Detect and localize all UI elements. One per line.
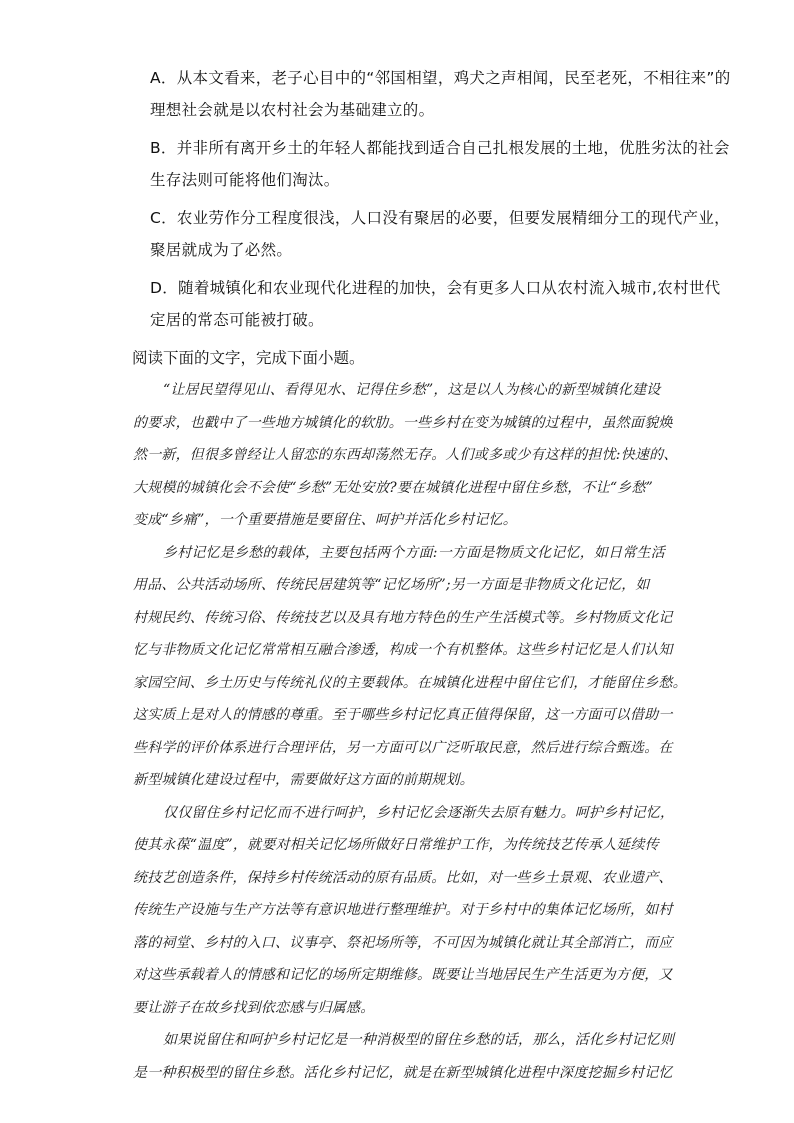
- passage-line: 乡村记忆是乡愁的载体，主要包括两个方面:一方面是物质文化记忆，如日常生活: [163, 544, 665, 561]
- passage-line: 使其永葆“温度”，就要对相关记忆场所做好日常维护工作，为传统技艺传承人延续传: [133, 837, 659, 853]
- passage-line: 对这些承载着人的情感和记忆的场所定期维修。既要让当地居民生产生活更为方便，又: [133, 967, 673, 983]
- paragraph-4: [133, 1024, 673, 1089]
- passage-line: 然一新，但很多曾经让人留恋的东西却荡然无存。人们或多或少有这样的担忧:快速的、: [133, 447, 678, 463]
- passage-line: 忆与非物质文化记忆常常相互融合渗透，构成一个有机整体。这些乡村记忆是人们认知: [133, 642, 673, 658]
- paragraph-3: [133, 797, 673, 1025]
- option-line: D．随着城镇化和农业现代化进程的加快，会有更多人口从农村流入城市,农村世代: [150, 279, 721, 297]
- reading-instruction: 阅读下面的文字，完成下面小题。: [132, 349, 365, 367]
- passage-line: 传统生产设施与生产方法等有意识地进行整理维护。对于乡村中的集体记忆场所，如村: [133, 902, 673, 918]
- passage-line: 的要求，也戳中了一些地方城镇化的软肋。一些乡村在变为城镇的过程中，虽然面貌焕: [133, 414, 673, 431]
- passage-line: 统技艺创造条件，保持乡村传统活动的原有品质。比如，对一些乡土景观、农业遗产、: [133, 869, 673, 886]
- reading-passage: [133, 374, 687, 1089]
- option-line: 定居的常态可能被打破。: [150, 311, 324, 329]
- passage-line: 用品、公共活动场所、传统民居建筑等“记忆场所”;另一方面是非物质文化记忆，如: [133, 577, 650, 593]
- passage-line: 落的祠堂、乡村的入口、议事亭、祭祀场所等，不可因为城镇化就让其全部消亡，而应: [133, 934, 673, 951]
- passage-line: 大规模的城镇化会不会使“乡愁”无处安放?要在城镇化进程中留住乡愁，不让“乡愁”: [133, 479, 653, 496]
- passage-line: 如果说留住和呵护乡村记忆是一种消极型的留住乡愁的话，那么，活化乡村记忆则: [163, 1032, 675, 1048]
- option-line: A．从本文看来，老子心目中的“邻国相望，鸡犬之声相闻，民至老死，不相往来”的: [150, 69, 731, 87]
- option-line: 聚居就成为了必然。: [150, 241, 293, 259]
- option-b: [150, 132, 730, 196]
- passage-line: 要让游子在故乡找到依恋感与归属感。: [133, 999, 375, 1016]
- option-line: 生存法则可能将他们淘汰。: [150, 171, 340, 189]
- option-line: 理想社会就是以农村社会为基础建立的。: [150, 101, 435, 119]
- passage-line: 变成“乡痛”，一个重要措施是要留住、呵护并活化乡村记忆。: [133, 512, 517, 528]
- paragraph-2: [133, 537, 687, 797]
- passage-line: 这实质上是对人的情感的尊重。至于哪些乡村记忆真正值得保留，这一方面可以借助一: [133, 707, 673, 723]
- answer-options: [150, 62, 731, 342]
- passage-line: 新型城镇化建设过程中，需要做好这方面的前期规划。: [133, 772, 474, 788]
- option-c: [150, 202, 730, 266]
- passage-line: 些科学的评价体系进行合理评估，另一方面可以广泛听取民意，然后进行综合甄选。在: [133, 739, 673, 756]
- option-a: [150, 62, 731, 126]
- paragraph-1: [133, 374, 678, 537]
- passage-line: 村规民约、传统习俗、传统技艺以及具有地方特色的生产生活模式等。乡村物质文化记: [133, 609, 673, 626]
- option-d: [150, 272, 721, 336]
- option-line: B．并非所有离开乡土的年轻人都能找到适合自己扎根发展的土地，优胜劣汰的社会: [150, 139, 730, 157]
- passage-line: “让居民望得见山、看得见水、记得住乡愁”，这是以人为核心的新型城镇化建设: [163, 382, 661, 398]
- passage-line: 家园空间、乡土历史与传统礼仪的主要载体。在城镇化进程中留住它们，才能留住乡愁。: [133, 674, 687, 691]
- passage-line: 仅仅留住乡村记忆而不进行呵护，乡村记忆会逐渐失去原有魅力。呵护乡村记忆，: [163, 804, 675, 821]
- option-line: C．农业劳作分工程度很浅，人口没有聚居的必要，但要发展精细分工的现代产业，: [150, 209, 730, 227]
- passage-line: 是一种积极型的留住乡愁。活化乡村记忆，就是在新型城镇化进程中深度挖掘乡村记忆: [133, 1064, 673, 1081]
